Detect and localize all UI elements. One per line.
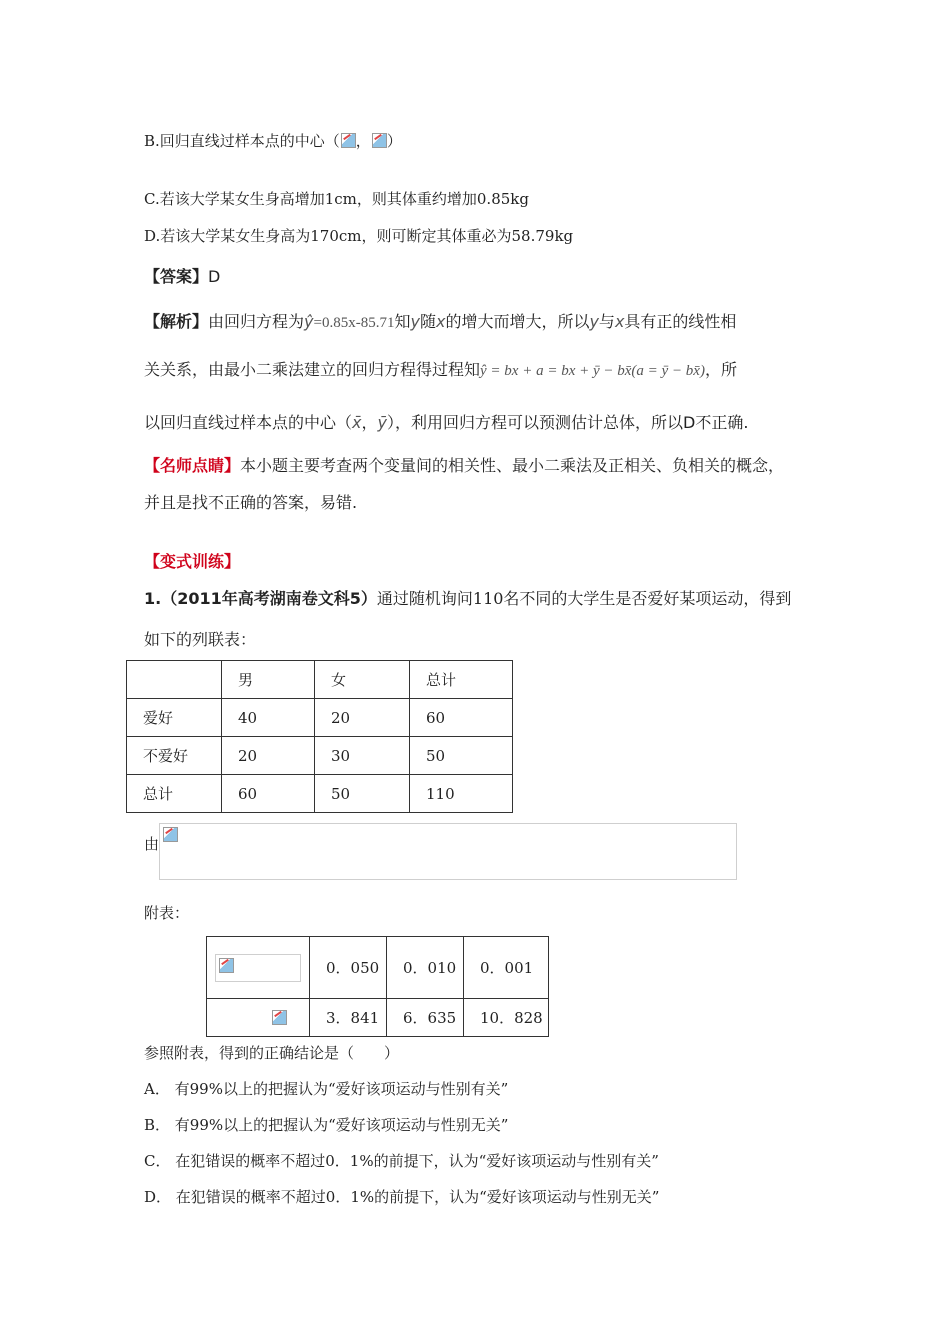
table-cell: 总计 (127, 775, 222, 813)
comment-line-2: 并且是找不正确的答案，易错. (144, 493, 358, 512)
broken-image-icon (162, 826, 178, 844)
option-b-text: B.回归直线过样本点的中心（ (144, 132, 340, 150)
table-cell: 0．050 (310, 937, 387, 999)
analysis-line-1 (144, 309, 736, 332)
analysis-text-c: 随 (419, 312, 436, 331)
regression-formula: ŷ = bx + a = bx + ȳ − bx̄(a = ȳ − bx̄) (480, 363, 705, 379)
analysis-text-e: 与 (598, 312, 615, 331)
table-cell (207, 937, 310, 999)
broken-image-icon (371, 132, 387, 150)
table-cell: 40 (222, 699, 315, 737)
analysis-line-2 (144, 357, 737, 380)
var-x-2: x (614, 312, 625, 331)
table-cell: 爱好 (127, 699, 222, 737)
table-row (127, 699, 513, 737)
table-row (207, 937, 549, 999)
comment-label: 【名师点睛】 (144, 456, 241, 475)
choice-d: D． 在犯错误的概率不超过0．1%的前提下，认为“爱好该项运动与性别无关” (144, 1188, 660, 1206)
analysis-text-l3c: 不正确. (695, 413, 749, 432)
choice-c: C． 在犯错误的概率不超过0．1%的前提下，认为“爱好该项运动与性别有关” (144, 1152, 659, 1170)
analysis-text-f: 具有正的线性相 (624, 312, 737, 331)
question-text: 通过随机询问110名不同的大学生是否爱好某项运动，得到 (376, 589, 792, 608)
choice-a: A． 有99%以上的把握认为“爱好该项运动与性别有关” (144, 1080, 509, 1098)
broken-image-icon (218, 957, 234, 975)
table-cell (127, 661, 222, 699)
analysis-text-b: 知 (394, 312, 411, 331)
analysis-text-a: 由回归方程为 (208, 312, 305, 331)
analysis-label: 【解析】 (144, 312, 209, 331)
table-cell: 110 (410, 775, 513, 813)
analysis-text-l2a: 关关系，由最小二乘法建立的回归方程得过程知 (144, 360, 481, 379)
analysis-text-d: 的增大而增大，所以 (445, 312, 590, 331)
table-cell: 女 (315, 661, 410, 699)
table-cell: 50 (410, 737, 513, 775)
table-cell: 3．841 (310, 999, 387, 1037)
table-cell: 0．001 (464, 937, 549, 999)
table-cell: 20 (315, 699, 410, 737)
analysis-text-l3a: 以回归直线过样本点的中心（ (144, 413, 353, 432)
question-number: 1. (144, 589, 162, 608)
contingency-table (126, 660, 513, 813)
table-row (207, 999, 549, 1037)
x-bar-symbol: x̄ (352, 413, 362, 432)
table-cell: 20 (222, 737, 315, 775)
table-row (127, 737, 513, 775)
y-hat-symbol: ŷ (304, 312, 314, 331)
comment-line-1 (144, 453, 784, 476)
table-cell: 6．635 (387, 999, 464, 1037)
image-placeholder (215, 954, 301, 982)
var-x: x (435, 312, 446, 331)
option-b-close: ） (386, 132, 402, 150)
analysis-text-l3sep: ， (361, 413, 378, 432)
var-y: y (410, 312, 420, 331)
option-b (144, 130, 402, 151)
broken-image-icon (271, 1009, 287, 1027)
option-c: C.若该大学某女生身高增加1cm，则其体重约增加0.85kg (144, 190, 529, 208)
answer-label: 【答案】 (144, 267, 209, 286)
analysis-text-l3b: ），利用回归方程可以预测估计总体，所以 (386, 413, 683, 432)
table-cell: 50 (315, 775, 410, 813)
regression-equation: =0.85x-85.71 (313, 315, 395, 331)
question-source: （2011年高考湖南卷文科5） (161, 589, 377, 608)
option-d-ref: D (682, 413, 696, 432)
choice-b: B． 有99%以上的把握认为“爱好该项运动与性别无关” (144, 1116, 509, 1134)
question-prompt: 参照附表，得到的正确结论是（ ） (144, 1044, 400, 1062)
appendix-label: 附表： (144, 904, 190, 922)
table-cell: 60 (410, 699, 513, 737)
table-cell: 60 (222, 775, 315, 813)
table-cell: 总计 (410, 661, 513, 699)
question-1-line-1 (144, 586, 791, 609)
table-cell: 30 (315, 737, 410, 775)
table-cell: 不爱好 (127, 737, 222, 775)
table-cell: 男 (222, 661, 315, 699)
broken-image-icon (340, 132, 356, 150)
table-cell: 0．010 (387, 937, 464, 999)
comment-text-1: 本小题主要考查两个变量间的相关性、最小二乘法及正相关、负相关的概念， (240, 456, 785, 475)
table-row (127, 775, 513, 813)
var-y-2: y (589, 312, 599, 331)
analysis-line-3 (144, 410, 748, 433)
option-b-sep: ， (355, 132, 371, 150)
answer-value: D (208, 267, 221, 286)
answer-line (144, 264, 220, 287)
table-cell: 10．828 (464, 999, 549, 1037)
appendix-table (206, 936, 549, 1037)
y-bar-symbol: ȳ (377, 413, 387, 432)
table-row (127, 661, 513, 699)
option-d: D.若该大学某女生身高为170cm，则可断定其体重必为58.79kg (144, 227, 574, 245)
analysis-text-l2b: ，所 (704, 360, 737, 379)
question-1-line-2: 如下的列联表： (144, 630, 257, 649)
table-cell (207, 999, 310, 1037)
formula-image-placeholder (159, 823, 737, 880)
variant-heading: 【变式训练】 (144, 552, 241, 571)
you-label: 由 (144, 835, 160, 853)
